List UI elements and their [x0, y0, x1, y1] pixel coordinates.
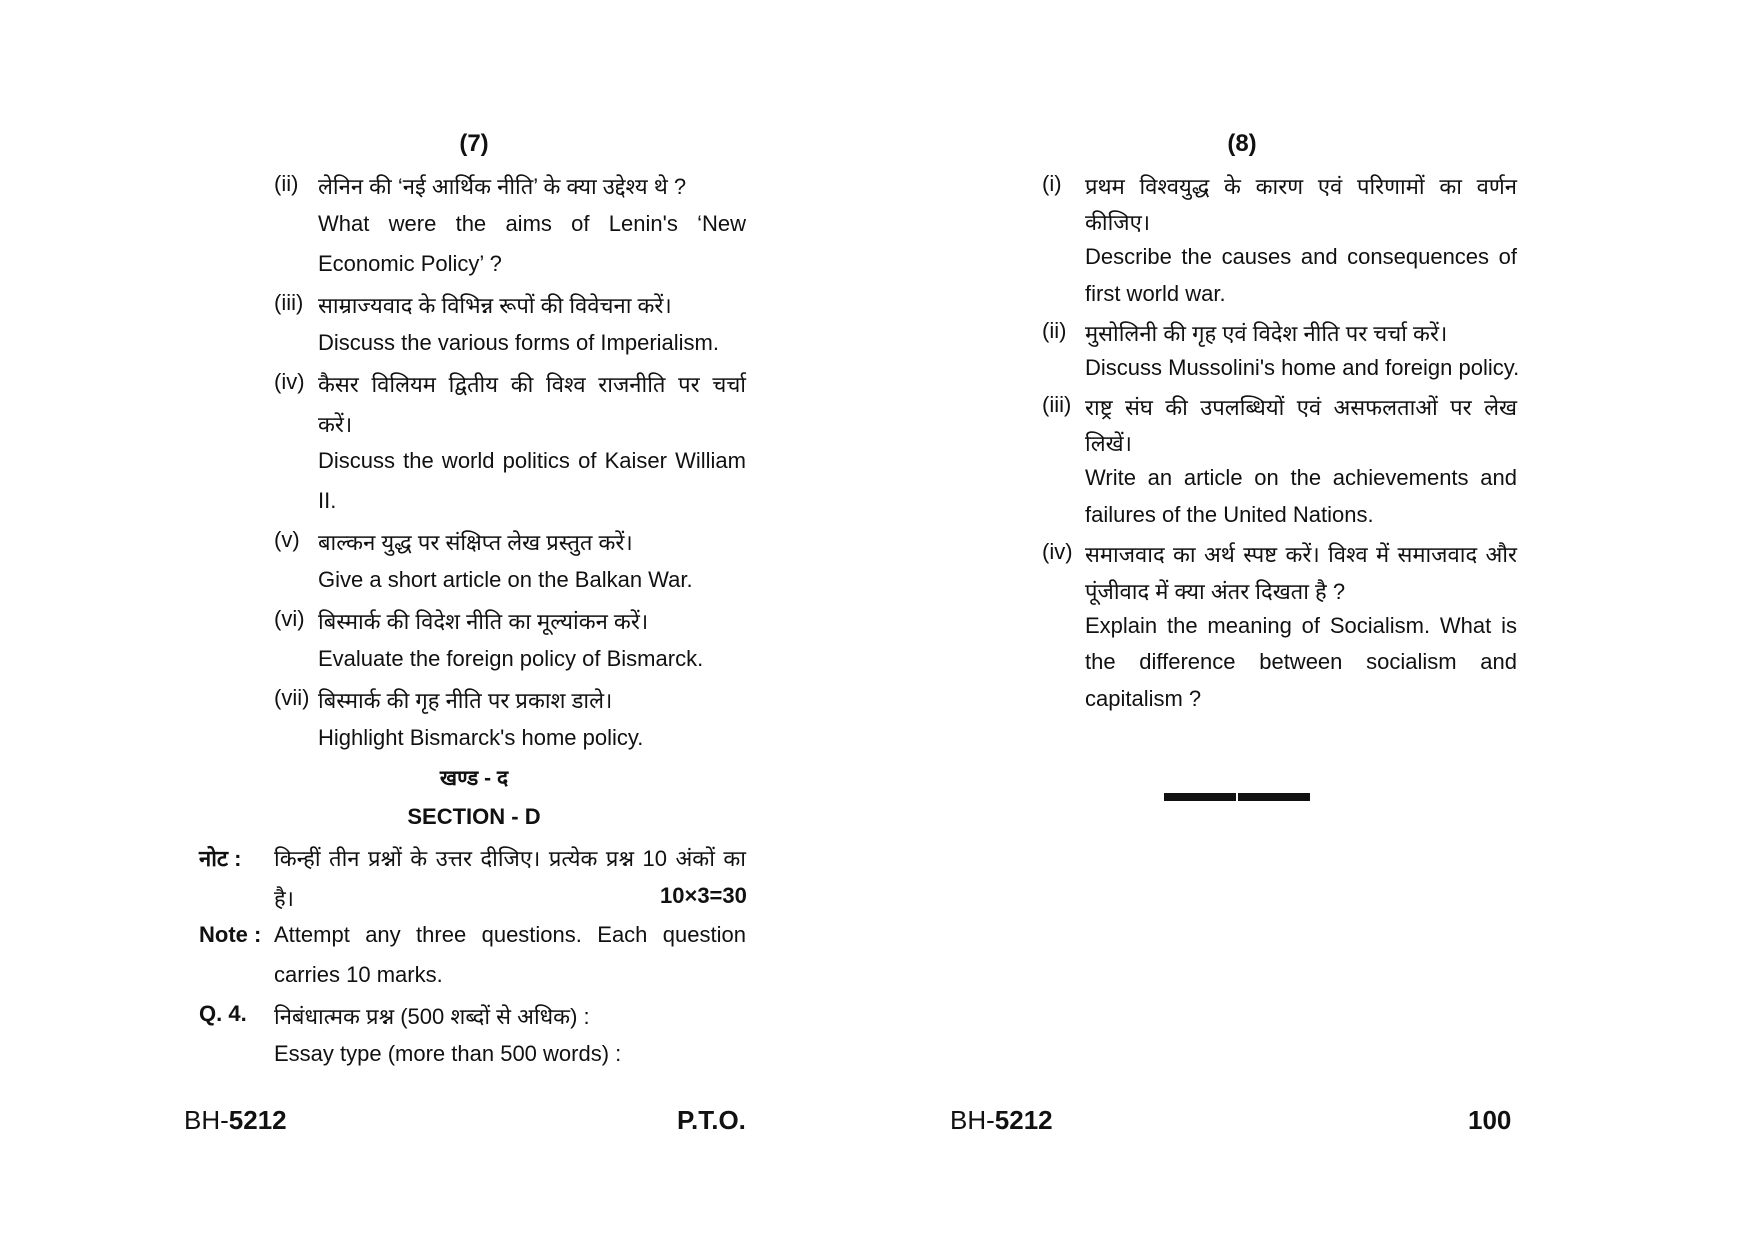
question-text-english: capitalism ?	[1085, 686, 1202, 711]
question-text-english: Discuss the world politics of Kaiser William	[318, 448, 746, 473]
question-text-hindi: कीजिए।	[1085, 210, 1151, 235]
question-text-hindi: करें।	[318, 412, 353, 437]
footer-paper-code-right	[950, 1105, 1053, 1136]
question-text-hindi: निबंधात्मक प्रश्न (500 शब्दों से अधिक) :	[274, 1004, 590, 1029]
footer-code-number: 5212	[228, 1105, 287, 1135]
question-text-english: Explain the meaning of Socialism. What is	[1085, 613, 1517, 638]
question-number: (iv)	[274, 369, 305, 394]
page-number-right: (8)	[1227, 130, 1257, 157]
footer-page-total: 100	[1468, 1105, 1512, 1135]
question-text-english: first world war.	[1085, 281, 1226, 306]
note-label: Note :	[199, 922, 262, 947]
question-text-hindi: लिखें।	[1085, 431, 1132, 456]
footer-code-prefix: BH-	[184, 1105, 229, 1135]
question-text-hindi: बिस्मार्क की गृह नीति पर प्रकाश डाले।	[318, 688, 613, 713]
question-text-hindi: राष्ट्र संघ की उपलब्धियों एवं असफलताओं पर लेख	[1085, 395, 1517, 420]
note-text-hindi: है।	[274, 886, 295, 911]
question-text-english: Describe the causes and consequences of	[1085, 244, 1517, 269]
footer-code-prefix: BH-	[950, 1105, 995, 1135]
note-label-hindi: नोट :	[199, 846, 242, 871]
question-text-english: What were the aims of Lenin's ‘New	[318, 211, 746, 236]
question-text-english: the difference between socialism and	[1085, 649, 1517, 674]
question-number: (ii)	[1042, 318, 1067, 343]
question-text-hindi: मुसोलिनी की गृह एवं विदेश नीति पर चर्चा करें।	[1085, 321, 1448, 346]
question-label: Q. 4.	[199, 1001, 247, 1026]
question-number: (ii)	[274, 171, 299, 196]
question-text-hindi: प्रथम विश्वयुद्ध के कारण एवं परिणामों का वर्णन	[1085, 174, 1517, 199]
end-of-paper-rule	[1164, 793, 1310, 801]
question-text-hindi: लेनिन की ‘नई आर्थिक नीति’ के क्या उद्देश्य थे ?	[318, 174, 687, 199]
question-number: (vi)	[274, 606, 305, 631]
question-number: (iii)	[1042, 392, 1072, 417]
question-text-english: failures of the United Nations.	[1085, 502, 1374, 527]
question-text-hindi: बाल्कन युद्ध पर संक्षिप्त लेख प्रस्तुत करें।	[318, 530, 633, 555]
question-text-hindi: पूंजीवाद में क्या अंतर दिखता है ?	[1085, 579, 1346, 604]
question-text-english: Highlight Bismarck's home policy.	[318, 725, 644, 750]
note-text-hindi: किन्हीं तीन प्रश्नों के उत्तर दीजिए। प्रत्येक प्रश्न 10 अंकों का	[274, 846, 746, 871]
footer-pto: P.T.O.	[677, 1105, 746, 1135]
question-number: (v)	[274, 527, 300, 552]
section-heading: SECTION - D	[407, 804, 541, 829]
marks-distribution: 10×3=30	[660, 883, 747, 908]
question-text-english: Discuss the various forms of Imperialism.	[318, 330, 719, 355]
question-text-hindi: साम्राज्यवाद के विभिन्न रूपों की विवेचना करें।	[318, 293, 672, 318]
question-text-english: Give a short article on the Balkan War.	[318, 567, 693, 592]
note-text: carries 10 marks.	[274, 962, 443, 987]
question-text-english: Essay type (more than 500 words) :	[274, 1041, 622, 1066]
footer-code-number: 5212	[994, 1105, 1053, 1135]
footer-paper-code-left	[184, 1105, 287, 1136]
question-text-english: Economic Policy’ ?	[318, 251, 502, 276]
question-text-english: Discuss Mussolini's home and foreign policy.	[1085, 355, 1520, 380]
question-number: (vii)	[274, 685, 310, 710]
question-number: (iv)	[1042, 539, 1073, 564]
question-text-english: II.	[318, 488, 337, 513]
question-number: (i)	[1042, 171, 1062, 196]
section-heading-hindi: खण्ड - द	[439, 767, 509, 790]
note-text: Attempt any three questions. Each question	[274, 922, 746, 947]
question-text-hindi: बिस्मार्क की विदेश नीति का मूल्यांकन करें।	[318, 609, 649, 634]
question-number: (iii)	[274, 290, 304, 315]
question-text-english: Evaluate the foreign policy of Bismarck.	[318, 646, 704, 671]
question-text-english: Write an article on the achievements and	[1085, 465, 1517, 490]
page-number-left: (7)	[459, 130, 489, 157]
question-text-hindi: कैसर विलियम द्वितीय की विश्व राजनीति पर चर्चा	[318, 372, 746, 397]
question-text-hindi: समाजवाद का अर्थ स्पष्ट करें। विश्व में समाजवाद और	[1085, 542, 1517, 567]
